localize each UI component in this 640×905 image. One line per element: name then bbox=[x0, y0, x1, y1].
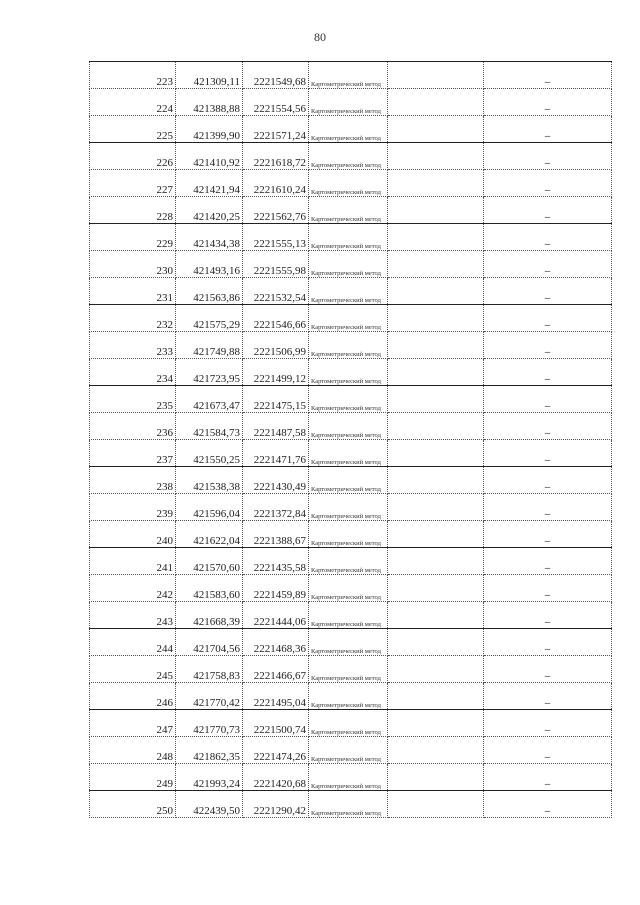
y-coordinate-cell: 2221618,72 bbox=[243, 143, 309, 170]
method-cell: Картометрический метод bbox=[309, 170, 388, 197]
dash-cell: – bbox=[484, 116, 612, 143]
table-row bbox=[90, 710, 612, 737]
point-number-cell: 239 bbox=[90, 494, 176, 521]
empty-cell bbox=[388, 386, 484, 413]
dash-cell: – bbox=[484, 710, 612, 737]
dash-cell: – bbox=[484, 521, 612, 548]
point-number-cell: 228 bbox=[90, 197, 176, 224]
point-number-cell: 234 bbox=[90, 359, 176, 386]
x-coordinate-cell: 421563,86 bbox=[176, 278, 243, 305]
x-coordinate-cell: 421388,88 bbox=[176, 89, 243, 116]
x-coordinate-cell: 421770,73 bbox=[176, 710, 243, 737]
empty-cell bbox=[388, 629, 484, 656]
dash-cell: – bbox=[484, 494, 612, 521]
table-row bbox=[90, 143, 612, 170]
method-cell: Картометрический метод bbox=[309, 467, 388, 494]
empty-cell bbox=[388, 791, 484, 818]
empty-cell bbox=[388, 62, 484, 89]
table-row bbox=[90, 764, 612, 791]
point-number-cell: 231 bbox=[90, 278, 176, 305]
empty-cell bbox=[388, 521, 484, 548]
dash-cell: – bbox=[484, 440, 612, 467]
method-cell: Картометрический метод bbox=[309, 89, 388, 116]
x-coordinate-cell: 421434,38 bbox=[176, 224, 243, 251]
y-coordinate-cell: 2221372,84 bbox=[243, 494, 309, 521]
x-coordinate-cell: 421583,60 bbox=[176, 575, 243, 602]
table-row bbox=[90, 602, 612, 629]
coordinates-table-body bbox=[90, 62, 612, 818]
dash-cell: – bbox=[484, 602, 612, 629]
y-coordinate-cell: 2221487,58 bbox=[243, 413, 309, 440]
method-cell: Картометрический метод bbox=[309, 710, 388, 737]
empty-cell bbox=[388, 494, 484, 521]
method-cell: Картометрический метод bbox=[309, 197, 388, 224]
table-row bbox=[90, 386, 612, 413]
empty-cell bbox=[388, 170, 484, 197]
x-coordinate-cell: 421596,04 bbox=[176, 494, 243, 521]
empty-cell bbox=[388, 278, 484, 305]
point-number-cell: 246 bbox=[90, 683, 176, 710]
method-cell: Картометрический метод bbox=[309, 548, 388, 575]
point-number-cell: 227 bbox=[90, 170, 176, 197]
page-number: 80 bbox=[314, 30, 326, 44]
y-coordinate-cell: 2221471,76 bbox=[243, 440, 309, 467]
y-coordinate-cell: 2221475,15 bbox=[243, 386, 309, 413]
method-cell: Картометрический метод bbox=[309, 143, 388, 170]
dash-cell: – bbox=[484, 737, 612, 764]
y-coordinate-cell: 2221444,06 bbox=[243, 602, 309, 629]
empty-cell bbox=[388, 332, 484, 359]
method-cell: Картометрический метод bbox=[309, 116, 388, 143]
method-cell: Картометрический метод bbox=[309, 305, 388, 332]
dash-cell: – bbox=[484, 386, 612, 413]
dash-cell: – bbox=[484, 656, 612, 683]
empty-cell bbox=[388, 305, 484, 332]
table-row bbox=[90, 332, 612, 359]
empty-cell bbox=[388, 251, 484, 278]
x-coordinate-cell: 422439,50 bbox=[176, 791, 243, 818]
y-coordinate-cell: 2221430,49 bbox=[243, 467, 309, 494]
empty-cell bbox=[388, 575, 484, 602]
dash-cell: – bbox=[484, 413, 612, 440]
dash-cell: – bbox=[484, 359, 612, 386]
table-row bbox=[90, 683, 612, 710]
dash-cell: – bbox=[484, 62, 612, 89]
dash-cell: – bbox=[484, 629, 612, 656]
method-cell: Картометрический метод bbox=[309, 521, 388, 548]
empty-cell bbox=[388, 683, 484, 710]
table-row bbox=[90, 305, 612, 332]
x-coordinate-cell: 421493,16 bbox=[176, 251, 243, 278]
method-cell: Картометрический метод bbox=[309, 737, 388, 764]
x-coordinate-cell: 421862,35 bbox=[176, 737, 243, 764]
x-coordinate-cell: 421550,25 bbox=[176, 440, 243, 467]
method-cell: Картометрический метод bbox=[309, 629, 388, 656]
method-cell: Картометрический метод bbox=[309, 656, 388, 683]
y-coordinate-cell: 2221562,76 bbox=[243, 197, 309, 224]
x-coordinate-cell: 421575,29 bbox=[176, 305, 243, 332]
y-coordinate-cell: 2221610,24 bbox=[243, 170, 309, 197]
empty-cell bbox=[388, 413, 484, 440]
dash-cell: – bbox=[484, 332, 612, 359]
x-coordinate-cell: 421723,95 bbox=[176, 359, 243, 386]
table-row bbox=[90, 224, 612, 251]
table-row bbox=[90, 89, 612, 116]
y-coordinate-cell: 2221435,58 bbox=[243, 548, 309, 575]
empty-cell bbox=[388, 143, 484, 170]
table-row bbox=[90, 170, 612, 197]
empty-cell bbox=[388, 656, 484, 683]
point-number-cell: 238 bbox=[90, 467, 176, 494]
point-number-cell: 226 bbox=[90, 143, 176, 170]
y-coordinate-cell: 2221546,66 bbox=[243, 305, 309, 332]
empty-cell bbox=[388, 440, 484, 467]
point-number-cell: 250 bbox=[90, 791, 176, 818]
empty-cell bbox=[388, 548, 484, 575]
method-cell: Картометрический метод bbox=[309, 494, 388, 521]
table-row bbox=[90, 467, 612, 494]
table-row bbox=[90, 521, 612, 548]
table-row bbox=[90, 656, 612, 683]
table-row bbox=[90, 359, 612, 386]
table-row bbox=[90, 62, 612, 89]
point-number-cell: 240 bbox=[90, 521, 176, 548]
x-coordinate-cell: 421673,47 bbox=[176, 386, 243, 413]
x-coordinate-cell: 421584,73 bbox=[176, 413, 243, 440]
point-number-cell: 243 bbox=[90, 602, 176, 629]
y-coordinate-cell: 2221495,04 bbox=[243, 683, 309, 710]
method-cell: Картометрический метод bbox=[309, 62, 388, 89]
empty-cell bbox=[388, 89, 484, 116]
point-number-cell: 247 bbox=[90, 710, 176, 737]
method-cell: Картометрический метод bbox=[309, 251, 388, 278]
x-coordinate-cell: 421538,38 bbox=[176, 467, 243, 494]
y-coordinate-cell: 2221499,12 bbox=[243, 359, 309, 386]
y-coordinate-cell: 2221506,99 bbox=[243, 332, 309, 359]
table-row bbox=[90, 278, 612, 305]
y-coordinate-cell: 2221474,26 bbox=[243, 737, 309, 764]
point-number-cell: 249 bbox=[90, 764, 176, 791]
dash-cell: – bbox=[484, 305, 612, 332]
method-cell: Картометрический метод bbox=[309, 278, 388, 305]
dash-cell: – bbox=[484, 251, 612, 278]
x-coordinate-cell: 421570,60 bbox=[176, 548, 243, 575]
method-cell: Картометрический метод bbox=[309, 764, 388, 791]
table-row bbox=[90, 737, 612, 764]
y-coordinate-cell: 2221466,67 bbox=[243, 656, 309, 683]
method-cell: Картометрический метод bbox=[309, 440, 388, 467]
dash-cell: – bbox=[484, 278, 612, 305]
coordinates-table bbox=[89, 61, 612, 818]
dash-cell: – bbox=[484, 764, 612, 791]
point-number-cell: 223 bbox=[90, 62, 176, 89]
table-row bbox=[90, 791, 612, 818]
table-row bbox=[90, 440, 612, 467]
point-number-cell: 235 bbox=[90, 386, 176, 413]
point-number-cell: 244 bbox=[90, 629, 176, 656]
method-cell: Картометрический метод bbox=[309, 413, 388, 440]
y-coordinate-cell: 2221532,54 bbox=[243, 278, 309, 305]
point-number-cell: 241 bbox=[90, 548, 176, 575]
dash-cell: – bbox=[484, 224, 612, 251]
x-coordinate-cell: 421421,94 bbox=[176, 170, 243, 197]
method-cell: Картометрический метод bbox=[309, 791, 388, 818]
table-row bbox=[90, 629, 612, 656]
y-coordinate-cell: 2221549,68 bbox=[243, 62, 309, 89]
empty-cell bbox=[388, 737, 484, 764]
point-number-cell: 242 bbox=[90, 575, 176, 602]
dash-cell: – bbox=[484, 89, 612, 116]
point-number-cell: 236 bbox=[90, 413, 176, 440]
table-row bbox=[90, 413, 612, 440]
x-coordinate-cell: 421704,56 bbox=[176, 629, 243, 656]
y-coordinate-cell: 2221459,89 bbox=[243, 575, 309, 602]
table-row bbox=[90, 575, 612, 602]
empty-cell bbox=[388, 224, 484, 251]
table-row bbox=[90, 494, 612, 521]
y-coordinate-cell: 2221555,98 bbox=[243, 251, 309, 278]
dash-cell: – bbox=[484, 197, 612, 224]
empty-cell bbox=[388, 359, 484, 386]
dash-cell: – bbox=[484, 683, 612, 710]
point-number-cell: 224 bbox=[90, 89, 176, 116]
table-row bbox=[90, 251, 612, 278]
method-cell: Картометрический метод bbox=[309, 683, 388, 710]
y-coordinate-cell: 2221500,74 bbox=[243, 710, 309, 737]
dash-cell: – bbox=[484, 170, 612, 197]
dash-cell: – bbox=[484, 467, 612, 494]
method-cell: Картометрический метод bbox=[309, 386, 388, 413]
y-coordinate-cell: 2221555,13 bbox=[243, 224, 309, 251]
x-coordinate-cell: 421399,90 bbox=[176, 116, 243, 143]
dash-cell: – bbox=[484, 575, 612, 602]
table-row bbox=[90, 116, 612, 143]
point-number-cell: 229 bbox=[90, 224, 176, 251]
y-coordinate-cell: 2221554,56 bbox=[243, 89, 309, 116]
empty-cell bbox=[388, 602, 484, 629]
method-cell: Картометрический метод bbox=[309, 359, 388, 386]
x-coordinate-cell: 421622,04 bbox=[176, 521, 243, 548]
empty-cell bbox=[388, 197, 484, 224]
dash-cell: – bbox=[484, 791, 612, 818]
table-row bbox=[90, 197, 612, 224]
method-cell: Картометрический метод bbox=[309, 332, 388, 359]
y-coordinate-cell: 2221468,36 bbox=[243, 629, 309, 656]
point-number-cell: 225 bbox=[90, 116, 176, 143]
point-number-cell: 245 bbox=[90, 656, 176, 683]
y-coordinate-cell: 2221290,42 bbox=[243, 791, 309, 818]
x-coordinate-cell: 421758,83 bbox=[176, 656, 243, 683]
empty-cell bbox=[388, 710, 484, 737]
method-cell: Картометрический метод bbox=[309, 224, 388, 251]
point-number-cell: 237 bbox=[90, 440, 176, 467]
x-coordinate-cell: 421410,92 bbox=[176, 143, 243, 170]
y-coordinate-cell: 2221420,68 bbox=[243, 764, 309, 791]
dash-cell: – bbox=[484, 548, 612, 575]
y-coordinate-cell: 2221388,67 bbox=[243, 521, 309, 548]
x-coordinate-cell: 421668,39 bbox=[176, 602, 243, 629]
empty-cell bbox=[388, 764, 484, 791]
x-coordinate-cell: 421309,11 bbox=[176, 62, 243, 89]
point-number-cell: 232 bbox=[90, 305, 176, 332]
x-coordinate-cell: 421770,42 bbox=[176, 683, 243, 710]
table-row bbox=[90, 548, 612, 575]
dash-cell: – bbox=[484, 143, 612, 170]
method-cell: Картометрический метод bbox=[309, 575, 388, 602]
point-number-cell: 248 bbox=[90, 737, 176, 764]
point-number-cell: 230 bbox=[90, 251, 176, 278]
point-number-cell: 233 bbox=[90, 332, 176, 359]
method-cell: Картометрический метод bbox=[309, 602, 388, 629]
empty-cell bbox=[388, 467, 484, 494]
y-coordinate-cell: 2221571,24 bbox=[243, 116, 309, 143]
x-coordinate-cell: 421420,25 bbox=[176, 197, 243, 224]
x-coordinate-cell: 421749,88 bbox=[176, 332, 243, 359]
x-coordinate-cell: 421993,24 bbox=[176, 764, 243, 791]
empty-cell bbox=[388, 116, 484, 143]
